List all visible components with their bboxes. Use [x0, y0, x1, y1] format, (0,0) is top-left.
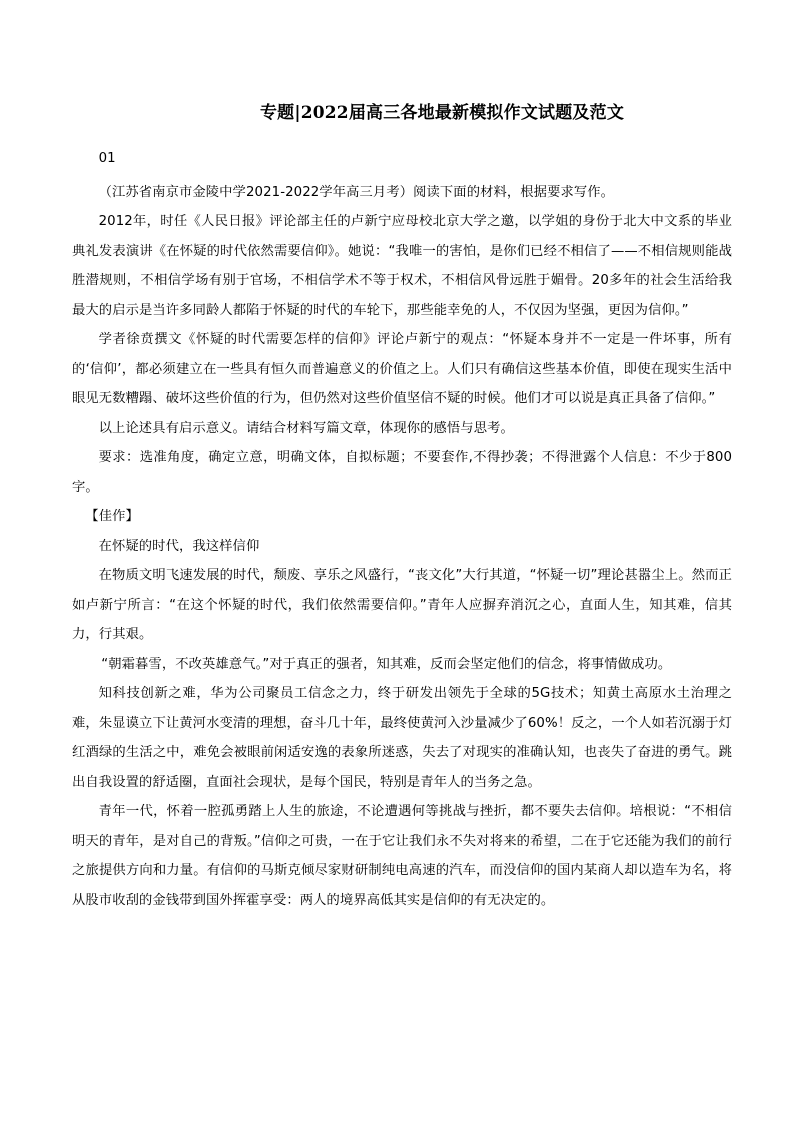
essay-tag: 【佳作】: [85, 509, 139, 524]
task-instruction: 以上论述具有启示意义。请结合材料写篇文章，体现你的感悟与思考。: [98, 420, 514, 436]
essay-paragraph-4: 青年一代，怀着一腔孤勇踏上人生的旅途，不论遭遇何等挑战与挫折，都不要失去信仰。培根说：“不相信明天的青年，是对自己的背叛。”信仰之可贵，一在于它让我们永不失对将来的希望，二在于它还能为我们的前行之旅提供方向和力量。有信仰的马斯克倾尽家财研制纯电高速的汽车，而没信仰的国内某商人却以造车为名，将从股市收刮的金钱带到国外挥霍享受：两人的境界高低其实是信仰的有无决定的。: [72, 804, 732, 908]
essay-paragraph-1: 在物质文明飞速发展的时代，颓废、享乐之风盛行，“丧文化”大行其道，“怀疑一切”理论甚嚣尘上。然而正如卢新宁所言：“在这个怀疑的时代，我们依然需要信仰。”青年人应摒弃消沉之心，直面人生，知其难，信其力，行其艰。: [72, 568, 732, 642]
task-requirements: 要求：选准角度，确定立意，明确文体，自拟标题；不要套作,不得抄袭；不得泄露个人信息：不少于800字。: [72, 450, 732, 495]
document-title: 专题|2022届高三各地最新模拟作文试题及范文: [259, 103, 625, 123]
essay-title: 在怀疑的时代，我这样信仰: [98, 538, 260, 554]
document-page: [72, 100, 732, 915]
prompt-source-paragraph: （江苏省南京市金陵中学2021-2022学年高三月考）阅读下面的材料，根据要求写作。: [98, 184, 615, 200]
material-paragraph-2: 学者徐贲撰文《怀疑的时代需要怎样的信仰》评论卢新宁的观点：“怀疑本身并不一定是一件坏事，所有的‘信仰’，都必须建立在一些具有恒久而普遍意义的价值之上。人们只有确信这些基本价值，即使在现实生活中眼见无数糟蹋、破坏这些价值的行为，但仍然对这些价值坚信不疑的时候。他们才可以说是真正具备了信仰。”: [72, 332, 732, 406]
essay-paragraph-3: 知科技创新之难，华为公司聚员工信念之力，终于研发出领先于全球的5G技术；知黄土高原水土治理之难，朱显谟立下让黄河水变清的理想，奋斗几十年，最终使黄河入沙量减少了60%！反之，一个人如若沉溺于灯红酒绿的生活之中，难免会被眼前闲适安逸的表象所迷惑，失去了对现实的准确认知，也丧失了奋进的勇气。跳出自我设置的舒适圈，直面社会现状，是每个国民，特别是青年人的当务之急。: [72, 686, 732, 790]
material-paragraph-1: 2012年，时任《人民日报》评论部主任的卢新宁应母校北京大学之邀，以学姐的身份于北大中文系的毕业典礼发表演讲《在怀疑的时代依然需要信仰》。她说：“我唯一的害怕，是你们已经不相信了——不相信规则能战胜潜规则，不相信学场有别于官场，不相信学术不等于权术，不相信风骨远胜于媚骨。20多年的社会生活给我最大的启示是当许多同龄人都陷于怀疑的时代的车轮下，那些能幸免的人，不仅因为坚强，更因为信仰。”: [72, 214, 732, 318]
section-number: 01: [98, 151, 116, 166]
essay-paragraph-2: “朝霜暮雪，不改英雄意气。”对于真正的强者，知其难，反而会坚定他们的信念，将事情做成功。: [101, 656, 672, 672]
